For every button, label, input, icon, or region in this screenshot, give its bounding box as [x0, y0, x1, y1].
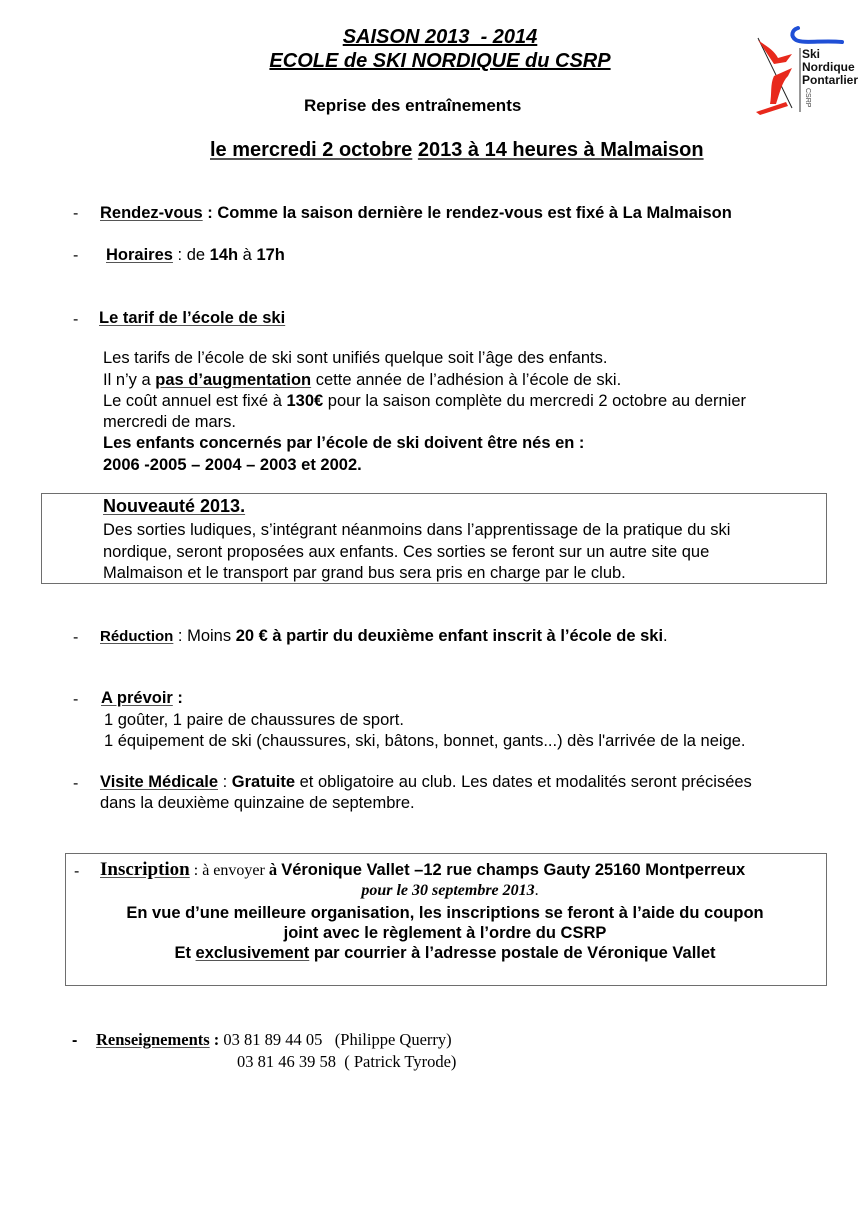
renseignements-label: Renseignements	[96, 1030, 210, 1049]
bullet-dash: -	[73, 775, 79, 792]
no-increase-highlight: pas d’augmentation	[155, 371, 312, 389]
tarif-line-1: Les tarifs de l’école de ski sont unifiés quelque soit l’âge des enfants.	[103, 349, 608, 367]
bullet-dash: -	[73, 691, 79, 708]
tarif-line-2: Il n’y a pas d’augmentation cette année de l’adhésion à l’école de ski.	[103, 371, 622, 389]
title-school: ECOLE de SKI NORDIQUE du CSRP	[269, 50, 611, 72]
bullet-dash: -	[73, 205, 79, 222]
reduction-label: Réduction	[100, 628, 174, 645]
renseignements-line: Renseignements : 03 81 89 44 05 (Philippe Querry)	[96, 1030, 452, 1049]
rendezvous-line	[100, 204, 732, 223]
horaires-label: Horaires	[106, 246, 173, 264]
exclusively-highlight: exclusivement	[195, 944, 310, 962]
contact-name: ( Patrick Tyrode)	[336, 1052, 457, 1071]
nouveaute-line-3: Malmaison et le transport par grand bus sera pris en charge par le club.	[103, 564, 626, 582]
rendezvous-label: Rendez-vous	[100, 204, 203, 222]
svg-text:CSRP: CSRP	[804, 88, 811, 108]
nouveaute-line-1: Des sorties ludiques, s’intégrant néanmoins dans l’apprentissage de la pratique du ski	[103, 521, 731, 539]
svg-text:Nordique: Nordique	[802, 60, 855, 74]
reduction-line: Réduction : Moins 20 € à partir du deuxième enfant inscrit à l’école de ski.	[100, 627, 668, 645]
date-part1: le mercredi 2 octobre	[210, 139, 413, 161]
bullet-dash: -	[72, 1032, 78, 1049]
date-line	[210, 139, 704, 162]
contact-name: (Philippe Querry)	[322, 1030, 452, 1049]
inscription-line-5: Et exclusivement par courrier à l’adresse postale de Véronique Vallet	[174, 944, 716, 962]
price-value: 130€	[286, 392, 324, 410]
phone-number: 03 81 89 44 05	[223, 1030, 323, 1049]
phone-number: 03 81 46 39 58	[237, 1052, 336, 1071]
prevoir-heading: A prévoir :	[101, 689, 183, 707]
inscription-address: Véronique Vallet –12 rue champs Gauty 25160 Montperreux	[281, 861, 746, 879]
horaires-line: Horaires : de 14h à 17h	[106, 246, 285, 264]
prevoir-item: 1 goûter, 1 paire de chaussures de sport.	[104, 711, 404, 729]
bullet-dash: -	[73, 311, 79, 328]
tarif-line-5: Les enfants concernés par l’école de ski doivent être nés en :	[103, 434, 585, 452]
rendezvous-text: : Comme la saison dernière le rendez-vous est fixé à La Malmaison	[202, 204, 732, 222]
horaires-end: 17h	[256, 246, 285, 264]
svg-text:Pontarlier: Pontarlier	[802, 73, 859, 87]
horaires-start: 14h	[209, 246, 239, 264]
title-season: SAISON 2013_- 2014	[342, 26, 538, 48]
inscription-line-3: En vue d’une meilleure organisation, les inscriptions se feront à l’aide du coupon	[126, 904, 764, 922]
bullet-dash: -	[73, 629, 79, 646]
tarif-line-6: 2006 -2005 – 2004 – 2003 et 2002.	[103, 456, 362, 474]
inscription-line-4: joint avec le règlement à l’ordre du CSRP	[283, 924, 607, 942]
club-logo	[752, 18, 864, 118]
tarif-line-4: mercredi de mars.	[103, 413, 236, 431]
bullet-dash: -	[74, 863, 80, 880]
date-part2: 2013 à 14 heures à Malmaison	[417, 139, 704, 161]
visite-line: Visite Médicale : Gratuite et obligatoire au club. Les dates et modalités seront précisées	[100, 773, 752, 791]
nouveaute-line-2: nordique, seront proposées aux enfants. Ces sorties se feront sur un autre site que	[103, 543, 710, 561]
inscription-line: Inscription : à envoyer à Véronique Vallet –12 rue champs Gauty 25160 Montperreux	[100, 859, 746, 880]
svg-text:Ski: Ski	[802, 47, 821, 61]
inscription-deadline: pour le 30 septembre 2013.	[361, 882, 539, 899]
nouveaute-title: Nouveauté 2013.	[103, 496, 246, 516]
visite-label: Visite Médicale	[100, 773, 219, 791]
inscription-label: Inscription	[100, 859, 190, 880]
prevoir-item: 1 équipement de ski (chaussures, ski, bâtons, bonnet, gants...) dès l'arrivée de la neige.	[104, 732, 746, 750]
bullet-dash: -	[73, 247, 79, 264]
skier-logo-icon	[752, 18, 864, 118]
subtitle: Reprise des entraînements	[304, 96, 522, 115]
tarif-heading: Le tarif de l’école de ski	[99, 309, 286, 327]
tarif-line-3: Le coût annuel est fixé à 130€ pour la saison complète du mercredi 2 octobre au dernier	[103, 392, 746, 410]
visite-line-2: dans la deuxième quinzaine de septembre.	[100, 794, 415, 812]
renseignements-line-2	[237, 1052, 456, 1072]
